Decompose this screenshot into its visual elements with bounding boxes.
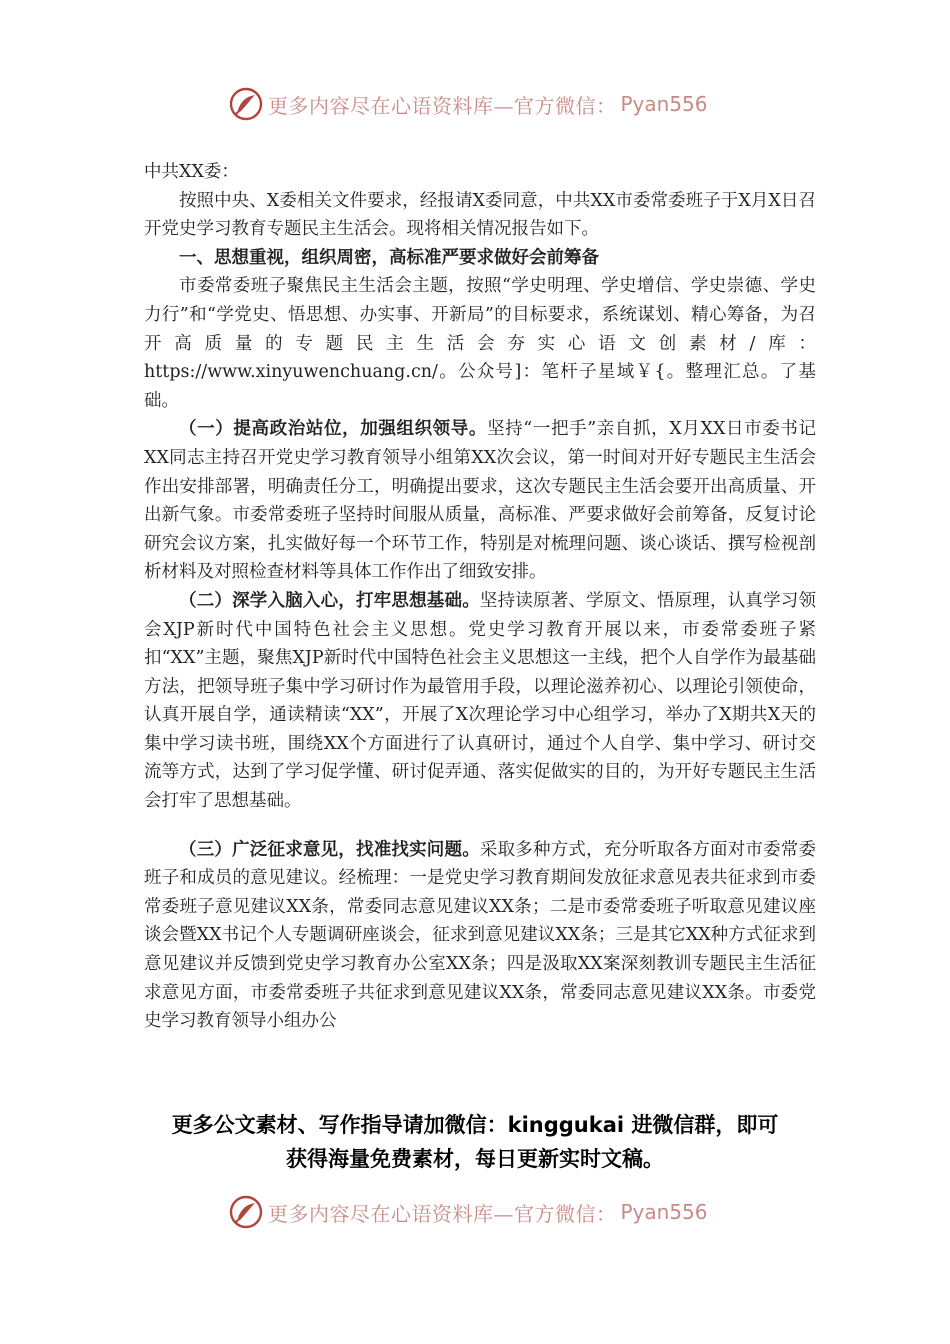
item-paragraph-2 <box>144 587 816 816</box>
paragraph-gap <box>144 816 816 836</box>
section-paragraph: 市委常委班子聚焦民主生活会主题，按照“学史明理、学史增信、学史崇德、学史力行”和“学党史、悟思想、办实事、开新局”的目标要求，系统谋划、精心筹备，为召开高质量的专题民主生活会夯实心语文创素材/库：https://www.xinyuwenchuang.cn/。公众号]：笔杆子星域￥{。整理汇总。了基础。 <box>144 276 816 411</box>
banner-text: 更多内容尽在心语资料库—官方微信： <box>268 1201 617 1226</box>
item-paragraph-3 <box>144 836 816 1036</box>
item-title-1: （一）提高政治站位，加强组织领导。 <box>179 419 488 440</box>
item-title-3: （三）广泛征求意见，找准找实问题。 <box>179 839 480 860</box>
item-paragraph-1 <box>144 415 816 587</box>
item-body-3: 采取多种方式，充分听取各方面对市委常委班子和成员的意见建议。经梳理：一是党史学习教育期间发放征求意见表共征求到市委常委班子意见建议XX条，常委同志意见建议XX条；二是市委常委班子听取意见建议座谈会暨XX书记个人专题调研座谈会，征求到意见建议XX条；三是其它XX种方式征求到意见建议并反馈到党史学习教育办公室XX条；四是汲取XX案深刻教训专题民主生活征求意见方面，市委常委班子共征求到意见建议XX条，常委同志意见建议XX条。市委党史学习教育领导小组办公 <box>144 839 817 1032</box>
promo-line-2: 获得海量免费素材，每日更新实时文稿。 <box>286 1147 664 1171</box>
section-heading: 一、思想重视，组织周密，高标准严要求做好会前筹备 <box>179 247 599 268</box>
promo-line-1: 更多公文素材、写作指导请加微信：kinggukai 进微信群，即可 <box>171 1113 779 1137</box>
banner-text: 更多内容尽在心语资料库—官方微信： <box>268 93 617 118</box>
intro-paragraph: 按照中央、X委相关文件要求，经报请X委同意，中共XX市委常委班子于X月X日召开党史学习教育专题民主生活会。现将相关情况报告如下。 <box>144 190 816 240</box>
header-banner <box>228 84 728 124</box>
salutation: 中共XX委： <box>144 162 239 182</box>
item-body-1: 坚持“一把手”亲自抓，X月XX日市委书记XX同志主持召开党史学习教育领导小组第XX次会议，第一时间对开好专题民主生活会作出安排部署，明确责任分工，明确提出要求，这次专题民主生活会要开出高质量、开出新气象。市委常委班子坚持时间服从质量，高标准、严要求做好会前筹备，反复讨论研究会议方案，扎实做好每一个环节工作，特别是对梳理问题、谈心谈话、撰写检视剖析材料及对照检查材料等具体工作作出了细致安排。 <box>144 419 816 583</box>
logo-icon <box>228 1194 264 1230</box>
banner-wechat-id: Pyan556 <box>620 92 708 116</box>
item-body-2: 坚持读原著、学原文、悟原理，认真学习领会XJP新时代中国特色社会主义思想。党史学习教育开展以来，市委常委班子紧扣“XX”主题，聚焦XJP新时代中国特色社会主义思想这一主线，把个人自学作为最基础方法，把领导班子集中学习研讨作为最管用手段，以理论滋养初心、以理论引领使命，认真开展自学，通读精读“XX”，开展了X次理论学习中心组学习，举办了X期共X天的集中学习读书班，围绕XX个方面进行了认真研讨，通过个人自学、集中学习、研讨交流等方式，达到了学习促学懂、研讨促弄通、落实促做实的目的，为开好专题民主生活会打牢了思想基础。 <box>144 590 817 812</box>
promo-notice <box>100 1108 850 1176</box>
banner-wechat-id: Pyan556 <box>620 1200 708 1224</box>
document-body <box>144 158 816 1036</box>
item-title-2: （二）深学入脑入心，打牢思想基础。 <box>179 590 480 611</box>
logo-icon <box>228 86 264 122</box>
footer-banner <box>228 1192 728 1232</box>
